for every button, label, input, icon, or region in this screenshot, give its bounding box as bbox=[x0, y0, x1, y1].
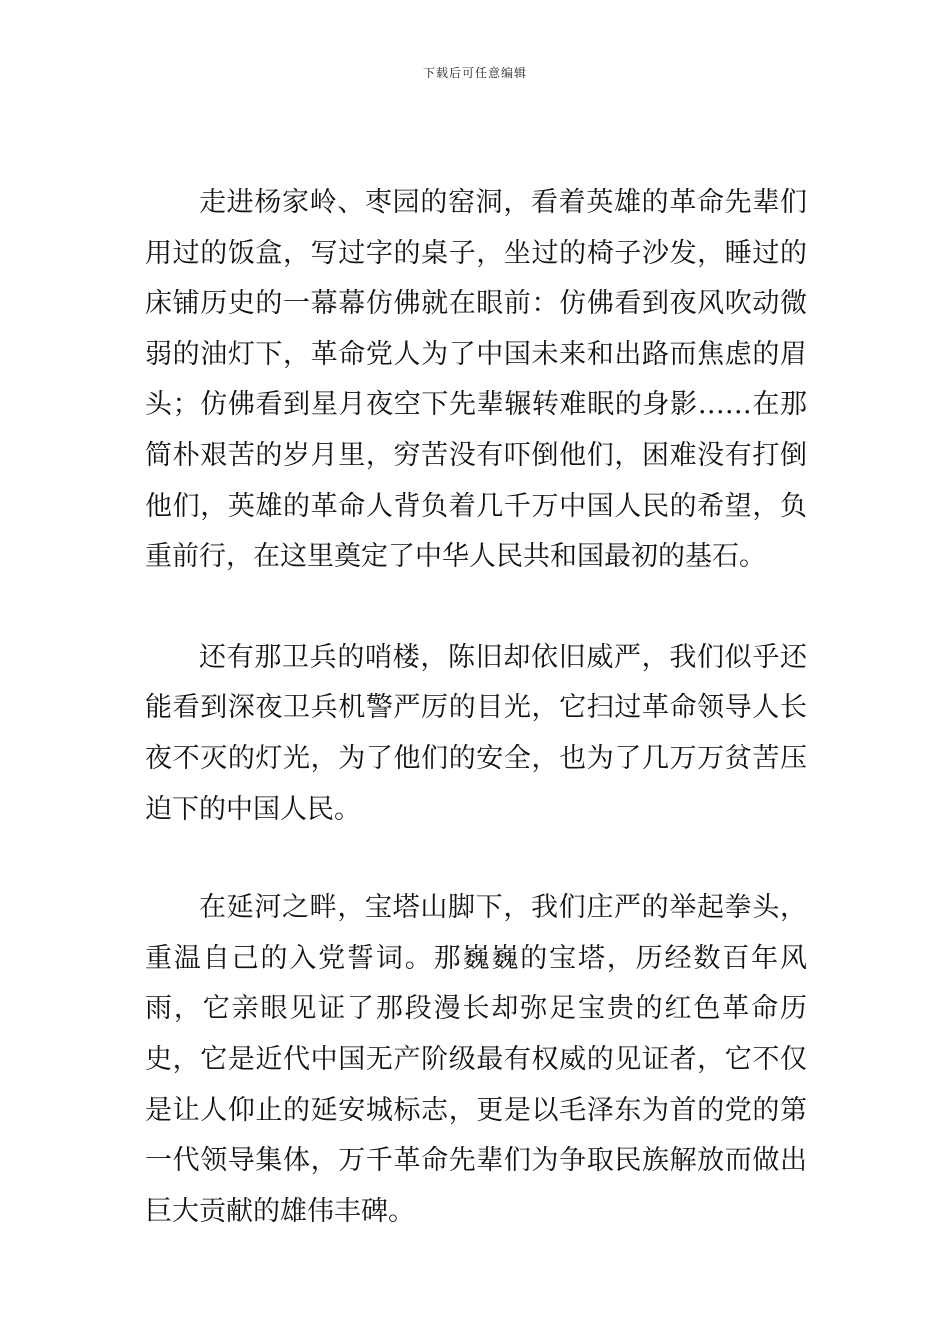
page-header: 下载后可任意编辑 bbox=[422, 66, 527, 80]
paragraph-pagoda: 在延河之畔，宝塔山脚下，我们庄严的举起拳头，重温自己的入党誓词。那巍巍的宝塔，历经数百年风雨，它亲眼见证了那段漫长却弥足宝贵的红色革命历史，它是近代中国无产阶级最有权威的见证者，它不仅是让人仰止的延安城标志，更是以毛泽东为首的党的第一代领导集体，万千革命先辈们为争取民族解放而做出巨大贡献的雄伟丰碑。 bbox=[145, 892, 807, 1227]
paragraph-yaodong: 走进杨家岭、枣园的窑洞，看着英雄的革命先辈们用过的饭盒，写过字的桌子，坐过的椅子沙发，睡过的床铺历史的一幕幕仿佛就在眼前：仿佛看到夜风吹动微弱的油灯下，革命党人为了中国未来和出路而焦虑的眉头；仿佛看到星月夜空下先辈辗转难眠的身影……在那简朴艰苦的岁月里，穷苦没有吓倒他们，困难没有打倒他们，英雄的革命人背负着几千万中国人民的希望，负重前行，在这里奠定了中华人民共和国最初的基石。 bbox=[145, 187, 807, 573]
document-body bbox=[145, 178, 807, 1237]
paragraph-sentry-tower: 还有那卫兵的哨楼，陈旧却依旧威严，我们似乎还能看到深夜卫兵机警严厉的目光，它扫过革命领导人长夜不灭的灯光，为了他们的安全，也为了几万万贫苦压迫下的中国人民。 bbox=[145, 641, 807, 825]
